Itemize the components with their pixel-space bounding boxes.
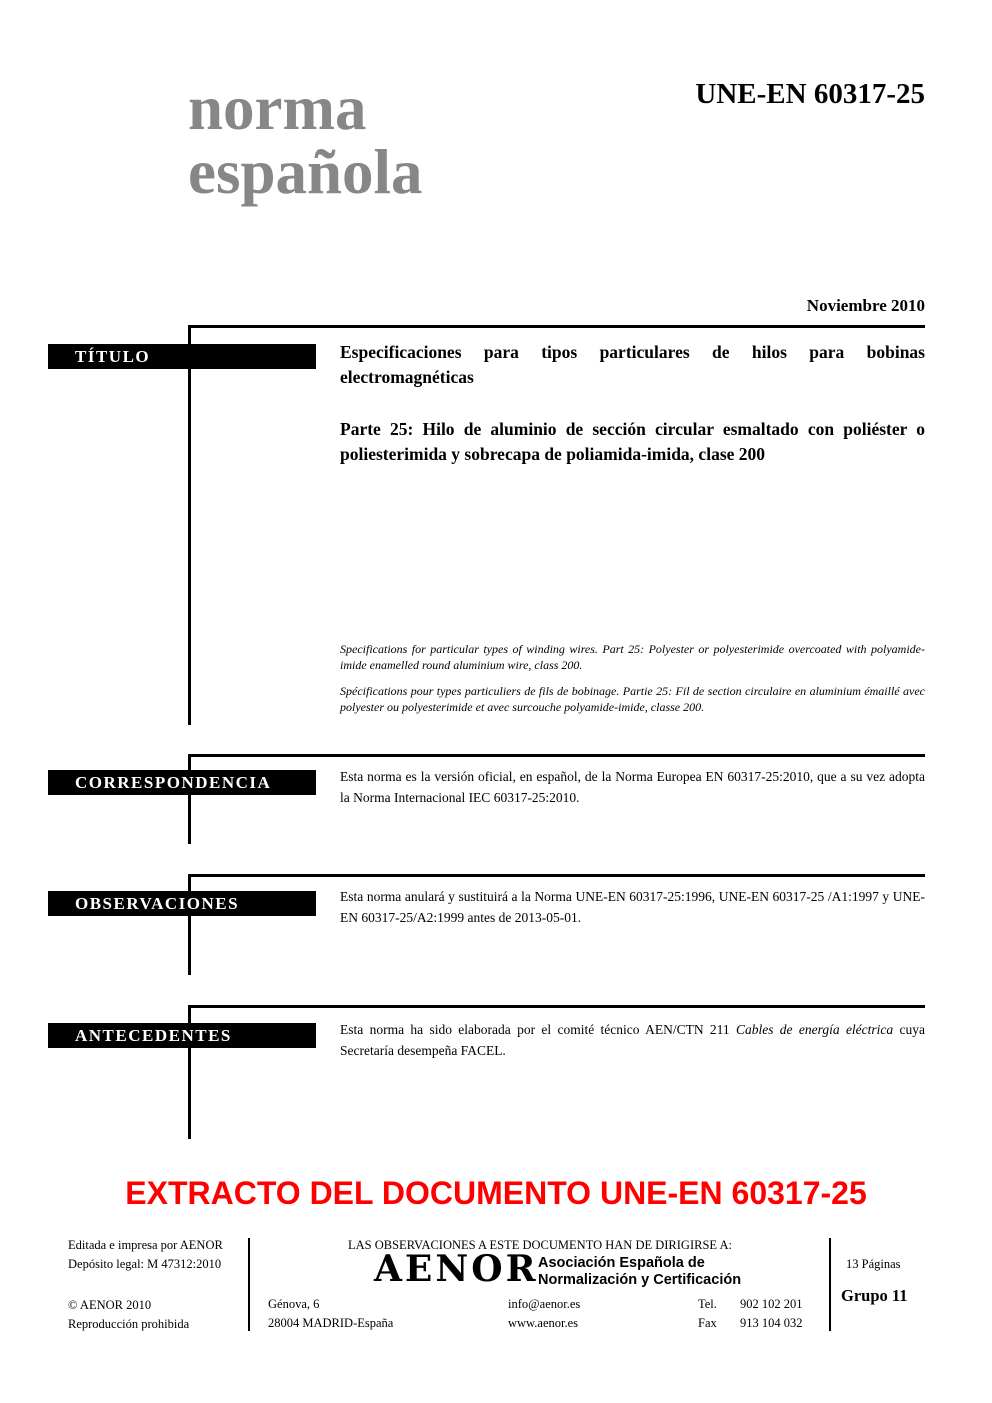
footer-group: Grupo 11 xyxy=(841,1286,908,1305)
antecedentes-text-suffix: cuya Secretaría desempeña FACEL. xyxy=(340,1022,925,1058)
label-titulo: TÍTULO xyxy=(48,344,316,369)
rule-titulo-horizontal xyxy=(188,325,925,328)
antecedentes-text-committee: Cables de energía eléctrica xyxy=(735,1022,894,1037)
footer-notice: LAS OBSERVACIONES A ESTE DOCUMENTO HAN DE DIRIGIRSE A: xyxy=(348,1238,732,1252)
footer-imprint xyxy=(68,1236,223,1273)
footer-imprint-line2: Depósito legal: M 47312:2010 xyxy=(68,1256,222,1271)
extract-banner: EXTRACTO DEL DOCUMENTO UNE-EN 60317-25 xyxy=(125,1175,867,1211)
title-spanish-part1: Especificaciones para tipos particulares de hilos para bobinas electromagnéticas xyxy=(340,342,925,387)
footer-tel-label: Tel. xyxy=(698,1297,717,1311)
footer-page-count: 13 Páginas xyxy=(846,1257,901,1271)
title-spanish-part2: Parte 25: Hilo de aluminio de sección circular esmaltado con poliéster o poliesterimida y sobrecapa de poliamida-imida, clase 200 xyxy=(340,419,925,464)
brand-line-1: norma xyxy=(188,73,367,143)
rule-titulo-vertical xyxy=(188,325,191,725)
footer-copyright-line1: © AENOR 2010 xyxy=(68,1298,152,1312)
footer-contact-web xyxy=(508,1295,580,1332)
footer-copyright-line2: Reproducción prohibida xyxy=(68,1316,190,1331)
document-code: UNE-EN 60317-25 xyxy=(695,78,925,110)
label-antecedentes: ANTECEDENTES xyxy=(48,1023,316,1048)
footer-divider-right xyxy=(829,1238,831,1331)
title-english: Specifications for particular types of winding wires. Part 25: Polyester or polyesterimide overcoated with polyamide-imide enamelled round aluminium wire, class 200. xyxy=(340,642,925,672)
footer-fax-value: 913 104 032 xyxy=(740,1315,803,1330)
footer-tel-value: 902 102 201 xyxy=(740,1297,803,1311)
rule-observaciones-horizontal xyxy=(188,874,925,877)
label-correspondencia: CORRESPONDENCIA xyxy=(48,770,316,795)
label-observaciones: OBSERVACIONES xyxy=(48,891,316,916)
footer-divider-left xyxy=(248,1238,250,1331)
footer-copyright xyxy=(68,1296,189,1333)
rule-antecedentes-horizontal xyxy=(188,1005,925,1008)
antecedentes-text xyxy=(340,1020,925,1061)
footer-website: www.aenor.es xyxy=(508,1315,579,1330)
correspondencia-text: Esta norma es la versión oficial, en español, de la Norma Europea EN 60317-25:2010, que a su vez adopta la Norma Internacional IEC 60317-25:2010. xyxy=(340,769,925,805)
footer-address-line2: 28004 MADRID-España xyxy=(268,1315,394,1330)
footer-fax-label: Fax xyxy=(698,1315,717,1330)
aenor-org-name xyxy=(538,1255,741,1289)
footer-tel-row xyxy=(698,1295,803,1314)
aenor-logo: AENOR xyxy=(374,1248,539,1290)
footer-address xyxy=(268,1295,393,1332)
footer-fax-row xyxy=(698,1314,803,1333)
aenor-org-line2: Normalización y Certificación xyxy=(538,1272,742,1288)
footer-address-line1: Génova, 6 xyxy=(268,1297,320,1311)
rule-correspondencia-horizontal xyxy=(188,754,925,757)
aenor-org-line1: Asociación Española de xyxy=(538,1255,705,1271)
footer-imprint-line1: Editada e impresa por AENOR xyxy=(68,1238,223,1252)
antecedentes-text-prefix: Esta norma ha sido elaborada por el comité técnico AEN/CTN 211 xyxy=(340,1022,736,1037)
publication-date: Noviembre 2010 xyxy=(806,296,925,315)
title-french: Spécifications pour types particuliers de fils de bobinage. Partie 25: Fil de section circulaire en aluminium émaillé avec polyester ou polyesterimide et avec surcouche polyamide-imide, classe 200. xyxy=(340,684,925,714)
brand-line-2: española xyxy=(188,137,423,207)
rule-correspondencia-vertical xyxy=(188,754,191,844)
footer-email: info@aenor.es xyxy=(508,1297,581,1311)
footer-telfax xyxy=(698,1295,803,1332)
brand-wordmark xyxy=(188,73,423,207)
rule-observaciones-vertical xyxy=(188,874,191,975)
observaciones-text: Esta norma anulará y sustituirá a la Norma UNE-EN 60317-25:1996, UNE-EN 60317-25 /A1:1997 y UNE-EN 60317-25/A2:1999 antes de 2013-05-01. xyxy=(340,889,925,925)
